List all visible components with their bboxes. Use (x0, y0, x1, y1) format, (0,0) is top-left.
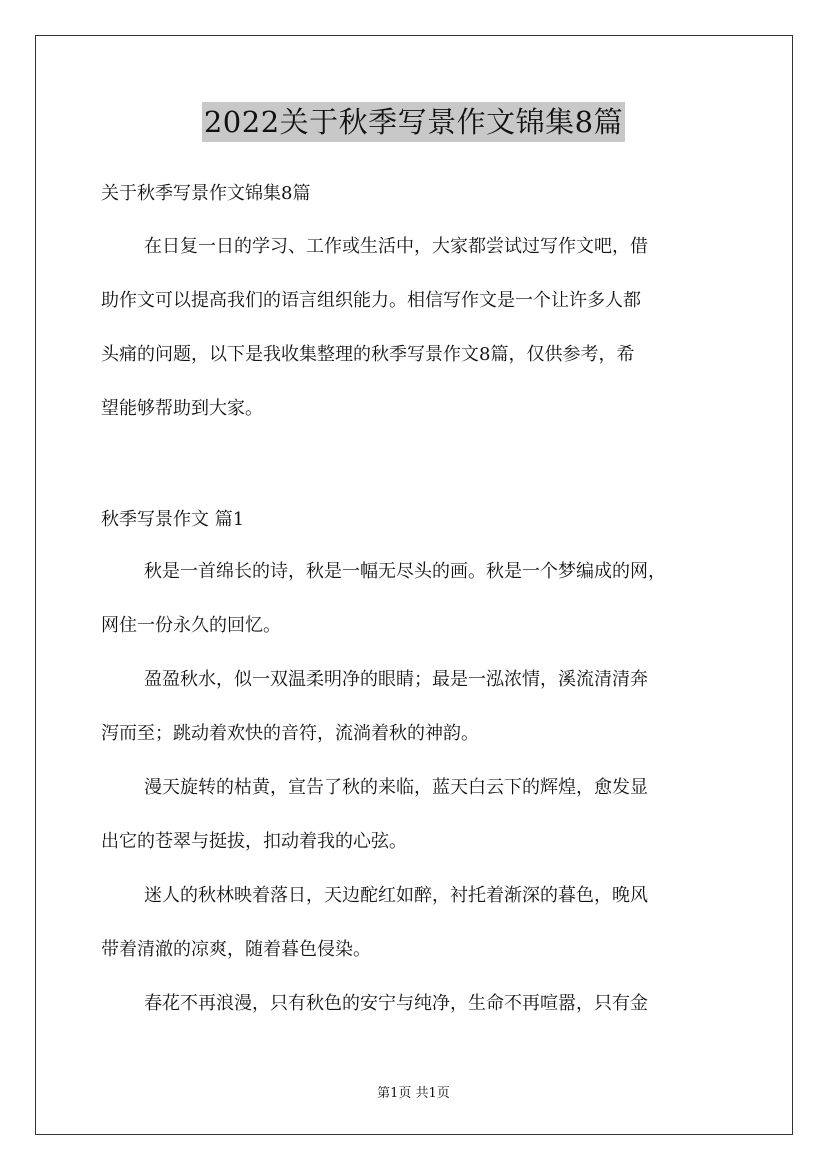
intro-line: 助作文可以提高我们的语言组织能力。相信写作文是一个让许多人都 (101, 290, 641, 311)
intro-line: 头痛的问题，以下是我收集整理的秋季写景作文8篇，仅供参考，希 (101, 344, 635, 365)
body-line: 春花不再浪漫，只有秋色的安宁与纯净，生命不再喧嚣，只有金 (144, 993, 648, 1014)
subtitle-block (101, 176, 727, 212)
body-line: 秋是一首绵长的诗，秋是一幅无尽头的画。秋是一个梦编成的网， (144, 561, 666, 582)
section-heading-block (101, 502, 727, 538)
document-title: 2022关于秋季写景作文锦集8篇 (202, 102, 625, 142)
page-footer: 第1页 共1页 (377, 1086, 450, 1101)
intro-paragraph (101, 220, 727, 436)
body-line: 迷人的秋林映着落日，天边酡红如醉，衬托着渐深的暮色，晚风 (144, 885, 648, 906)
intro-line: 在日复一日的学习、工作或生活中，大家都尝试过写作文吧，借 (144, 236, 648, 257)
body-line: 漫天旋转的枯黄，宣告了秋的来临，蓝天白云下的辉煌，愈发显 (144, 777, 648, 798)
document-subtitle: 关于秋季写景作文锦集8篇 (101, 183, 311, 204)
body-text (101, 545, 727, 1031)
body-line: 泻而至；跳动着欢快的音符，流淌着秋的神韵。 (101, 723, 479, 744)
body-line: 带着清澈的凉爽，随着暮色侵染。 (101, 939, 371, 960)
section-heading: 秋季写景作文 篇1 (101, 509, 245, 530)
intro-line: 望能够帮助到大家。 (101, 398, 263, 419)
title-container (0, 102, 827, 142)
body-line: 盈盈秋水，似一双温柔明净的眼睛；最是一泓浓情，溪流清清奔 (144, 669, 648, 690)
body-line: 网住一份永久的回忆。 (101, 615, 281, 636)
body-line: 出它的苍翠与挺拔，扣动着我的心弦。 (101, 831, 407, 852)
